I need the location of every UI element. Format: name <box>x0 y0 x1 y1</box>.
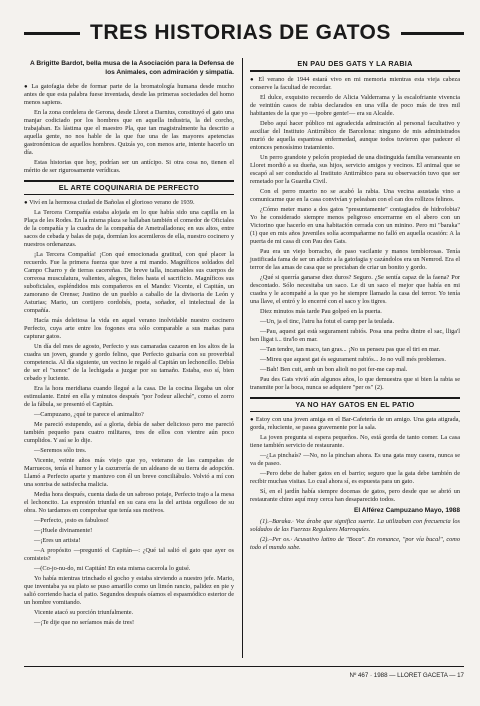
body-paragraph: —Pero debe de haber gatos en el barrio; seguro que la gata debe también de recibir muchas visitas. Lo cual ahora sí, es espuesta para un gato. <box>250 470 460 485</box>
body-paragraph: Hacía más deleitosa la vida en aquel verano inolvidable nuestro cocinero Perfecto, cuya arte entre los fogones era sólo comparable a sus mañas para capturar gatos. <box>24 317 234 341</box>
body-paragraph: ¡La Tercera Compañía! ¡Con qué emocionada gratitud, con qué placer la recuerdo. Fue la primera fuerza que tuve a mi mando. Magníficos soldados del Campo Charro y de tierras cacereñas. De breve talla, incansables sus cuerpos de correosa musculatura, valientes, alegres, fieles hasta el sacrificio. Magníficos sus suboficiales, espléndidos mis compañeros en el Mando: Vicente, el Capitán, un zamorano de Orense; Justino de un pueblo a caballo de la divisoria de León y Asturias; Mario, un cortijero cordobés, poeta, soñador, el intelectual de la compañía. <box>24 251 234 315</box>
body-paragraph: Media hora después, cuenta dada de un sabroso potaje, Perfecto trajo a la mesa el lechoncito. La expresión triunfal en su cara era la del artista orgulloso de su obra. No tardamos en comprobar que tenía sus motivos. <box>24 491 234 515</box>
body-paragraph: Me pareció estupendo, así a gloria, debía de saber delicioso pero me pareció también pequeño para cuatro militares, tres de ellos con vientre aún poco cumplidos. Y así se lo dije. <box>24 421 234 445</box>
intro-paragraph: En la zona cordelera de Gerona, desde Lloret a Darnius, constituyó el gato una manjar codiciado por los hombres que en aquella industria, la del corcho, trabajaban. Es lástima que el maestro Pla, que tan magistralmente ha descrito a aquella gente, no nos hable de la que fue una de las mayores apetencias gastronómicas de aquellos hombres. Quizás yo, con menos arte, intente hacerlo un día. <box>24 109 234 157</box>
body-paragraph: ● Viví en la hermosa ciudad de Bañolas el glorioso verano de 1939. <box>24 199 234 207</box>
body-paragraph: El dulce, exquisito recuerdo de Alicia Valderrama y la escalofriante vivencia de veintiún casos de rabia declarados en una villa de poco más de tres mil habitantes de la que yo —ipobre gente!— era su Alcalde. <box>250 94 460 117</box>
title-rule-left <box>24 32 80 35</box>
body-paragraph: —Seremos sólo tres. <box>34 447 87 455</box>
left-column <box>24 58 234 629</box>
footnote: (2).–Per os.· Acusativo latino de "Boca". En romance, "por vía bucal", como todo el mundo sabe. <box>250 536 460 552</box>
signature: El Alférez Campuzano Mayo, 1988 <box>353 507 460 514</box>
body-paragraph: —Tan tendre, tan maco, tan gras... ¡No us penseu pas que el tiri en mar. <box>260 346 441 353</box>
body-paragraph: Yo había mientras trinchado el gocho y estaba sirviendo a nuestro jefe. Mario, que inventaba ya su plato se puso amarillo como un limón rancio, palidez en pie y salió corriendo hacia el patio. Segundos después oíamos el espasmódico estertor de un hombre vomitando. <box>24 575 234 607</box>
body-paragraph: —Mireu que aquest gat és segurament rabiós... Jo no vull més problemes. <box>260 356 446 363</box>
body-paragraph: —Campuzano, ¿qué te parece el animalito? <box>34 411 144 419</box>
body-paragraph: Pau des Gats vivió aún algunos años, lo que demuestra que si bien la rabia se transmite por la boca, nunca se adquiere "per os" (2). <box>250 376 460 391</box>
body-paragraph: —¿La pinchaís? —No, no la pinchan ahora. Es una gata muy casera, nunca se va de paseo. <box>250 452 460 467</box>
right-column <box>250 58 460 554</box>
body-paragraph: La joven pregunta si espera pequeños. No, está gorda de tanto comer. La casa tiene también servicio de restaurante. <box>250 434 460 449</box>
body-paragraph: —(Co-jo-nu-do, mi Capitán! En esta misma cacerola lo guisé. <box>34 565 191 573</box>
body-paragraph: ● El verano de 1944 estará vivo en mi memoria mientras esta vieja cabeza conserve la facultad de recordar. <box>250 76 460 92</box>
title-bar <box>24 18 464 48</box>
section-title-no-hay-gatos: YA NO HAY GATOS EN EL PATIO <box>250 397 460 412</box>
body-paragraph: —Pau, aquest gat està segurament rabiós. Posa una pedra dintre el sac, lliga'l ben lligat i... tira'lo en mar. <box>250 328 460 343</box>
footer-text: Nº 467 · 1988 — LLORET GACETA — 17 <box>349 671 464 679</box>
body-paragraph: —¡Eres un artista! <box>34 537 81 545</box>
body-paragraph: Era la hora meridiana cuando llegué a la casa. De la cocina llegaba un olor estimulante. Entré en ella y minutos después "por l'odeur alleché", como el zorro de la fábula, se presentó el Capitán. <box>24 385 234 409</box>
body-paragraph: Vicente atacó su porción triunfalmente. <box>34 609 134 617</box>
page-footer <box>24 666 464 681</box>
body-paragraph: —A propósito —preguntó el Capitán—: ¿Qué tal salió el gato que ayer os comisteis? <box>24 547 234 563</box>
footnote: (1).–Baraka.· Voz árabe que significa suerte. La utilizaban con frecuencia los soldados de las Fuerzas Regulares Marroquíes. <box>250 518 460 534</box>
body-paragraph: Vicente, veinte años más viejo que yo, veterano de las campañas de Marruecos, tenía el humor y la cazurrería de un aldeano de su tierra de adopción. Llamó a Perfecto aparte y mantuvo con él un breve conciliábulo. Volvió a mí con una sonrisa de satisfecha malicia. <box>24 457 234 489</box>
body-paragraph: Pau era un viejo borracho, de paso vacilante y manos temblorosas. Tenía justificada fama de ser un adicto a la gatofagia y cazándolos era un Nemrod. Era el terror de las amas de casa que se preciaban de criar un bonito y gordo. <box>250 248 460 271</box>
body-paragraph: —Bah! Ben cuit, amb un bon alioli no pot fer-me cap mal. <box>260 366 408 373</box>
body-paragraph: Un perro grandote y pelcón propiedad de una distinguida familia veraneante en Lloret mordió a su dueña, sus hijos, servicio amigos y vecinos. El animal que se escapó al ser conducido al Instituto Antirrábico para su observación tuvo que ser remetado por la Guardia Civil. <box>250 154 460 185</box>
section-title-pau-des-gats: EN PAU DES GATS Y LA RABIA <box>250 58 460 72</box>
section-title-perfecto: EL ARTE COQUINARIA DE PERFECTO <box>24 180 234 195</box>
body-paragraph: Sí, en el jardín había siempre docenas de gatos, pero desde que se abrió un restaurante chino aquí muy cerca han desaparecido todos. <box>250 488 460 503</box>
title-rule-right <box>401 32 464 35</box>
body-paragraph: ¿Cómo meter mano a dos gatos "presuntamente" contagiados de hidrofobia? Yo he considerado siempre menos peligroso encerrarme en el abero con un Victorino que hacerlo en una habitación cerrada con un minino. Pero mi "baraka" (1) que en mis años juveniles solía acompañarme no falló en aquella ocasión: A la puerta de mi casa di con Pau des Gats. <box>250 206 460 245</box>
body-paragraph: Diez minutos más tarde Pau golpeó en la puerta. <box>260 308 382 315</box>
body-paragraph: Debo aquí hacer público mi agradecida admiración al personal facultativo y auxiliar del Instituto Antirrábico de Barcelona: ninguno de mis administrados murió de aquella espantosa enfermedad, aunque todos tuvieron que padecer el entonces penosísimo tratamiento. <box>250 120 460 151</box>
body-paragraph: La Tercera Compañía estaba alojada en lo que había sido una capilla en la Plaça de les Rodes. En la misma plaza se hallaban también el comedor de Oficiales de la compañía y la cuadra de la compañía de Ametralladoras; en sus altos, entre sacos de cebada y balas de paja, dormían los acemileros de ella, nuestro cocinero y nuestros ordenanzas. <box>24 209 234 249</box>
column-divider <box>242 58 243 658</box>
page-title: TRES HISTORIAS DE GATOS <box>90 21 391 44</box>
dedication: A Brigitte Bardot, bella musa de la Asociación para la Defensa de los Animales, con admiración y simpatía. <box>30 60 234 76</box>
body-paragraph: Un día del mes de agosto, Perfecto y sus camaradas cazaron en los altos de la cuadra un joven, grande y gordo felino, que Perfecto guisaría con su proverbial competencia. Al día siguiente, un vecino le regaló al Capitán un lechoncillo. Debía de ser el "xenoc" de la lechigada a juzgar por su tamaño. Estaba, eso sí, bien cebado y luciente. <box>24 343 234 383</box>
intro-paragraph: ● La gatofagia debe de formar parte de la bromatología humana desde mucho antes de que esta palabra fuese inventada, desde las primeras sociedades del homo menos sapiens. <box>24 83 234 107</box>
body-paragraph: —Perfecto, ¡esto es fabuloso! <box>34 517 109 525</box>
body-paragraph: —¡Huele divinamente! <box>34 527 93 535</box>
page <box>24 18 464 688</box>
body-paragraph: ¿Qué si querría ganarse diez duros? Seguro. ¿Se sentía capaz de la faena? Por descontado. Sólo necesitaba un saco. Le di un saco el mejor que había en mi cuadra y le acompañé a la que yo he siempre llamado la casa del terror. Yo tenía una llave, el entró y lo encerré con el saco y los tigres. <box>250 274 460 305</box>
intro-paragraph: Estas historias que hoy, podrían ser un antícipo. Si otra cosa no, tienen el mérito de ser rigurosamente verídicas. <box>24 159 234 175</box>
body-paragraph: —¡Te dije que no seríamos más de tres! <box>34 619 135 627</box>
body-paragraph: ● Estoy con una joven amiga en el Bar-Cafetería de un amigo. Una gata atigrada, gorda, reluciente, se pasea gravemente por la sala. <box>250 416 460 432</box>
body-paragraph: Con el perro muerto no se acabó la rabia. Una vecina asustada vino a comunicarme que en la casa convivían y peleaban con el can dos rollizos felinos. <box>250 188 460 203</box>
body-paragraph: —Un, ja el tinc, l'atru ha fotut el camp per la teulada. <box>260 318 395 325</box>
